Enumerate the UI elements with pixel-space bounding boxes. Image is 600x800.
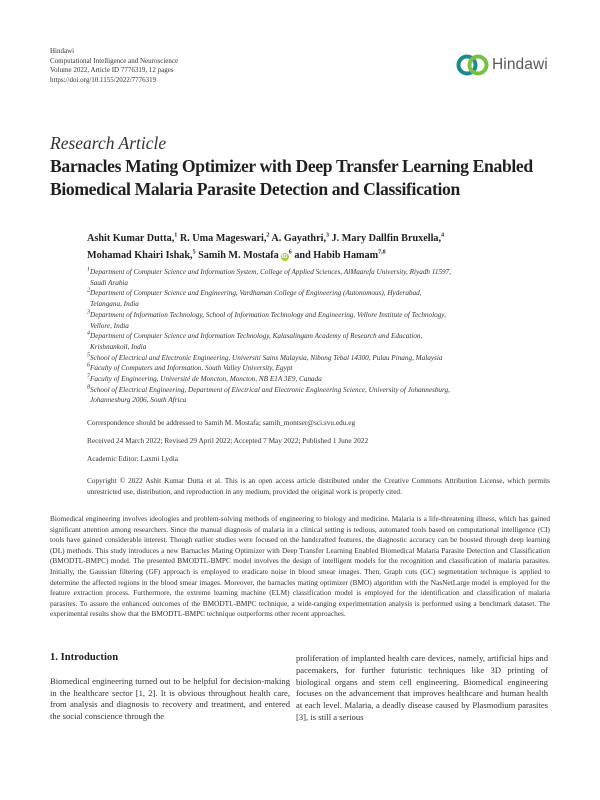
author-name: J. Mary Dallfin Bruxella, [331, 233, 442, 244]
author-affiliation-mark: 3 [326, 232, 329, 239]
affiliation-text-cont: Vellore, India [90, 321, 129, 330]
author-affiliation-mark: 4 [441, 232, 445, 239]
affiliation-text-cont: Saudi Arabia [90, 278, 129, 287]
affiliations [87, 267, 562, 406]
affiliation-text: School of Electrical Engineering, Department of Electrical and Electronic Engineering Science, University of Johannesburg, [90, 385, 450, 394]
title-line-2: Biomedical Malaria Parasite Detection and Classification [50, 179, 460, 199]
volume-info: Volume 2022, Article ID 7776319, 12 pages [50, 66, 174, 75]
author-name: Mohamad Khairi Ishak, [87, 250, 193, 261]
author-line-2 [87, 247, 557, 264]
body-column-right: proliferation of implanted health care devices, namely, artificial hips and pacemakers, for further futuristic techniques like 3D printing of biological organs and stem cell engineering. Biomedical engineering focuses on the advancement that improves healthcare and human health at each level. Malaria, a deadly disease caused by Plasmodium parasites [3], is still a serious [296, 653, 548, 722]
affiliation-text: Faculty of Engineering, Université de Moncton, Moncton, NB E1A 3E9, Canada [90, 375, 322, 384]
author-affiliation-mark: 7,8 [378, 249, 386, 256]
author-name: R. Uma Mageswari, [179, 233, 267, 244]
affiliation-text: Department of Information Technology, School of Information Technology and Engineering, Vellore Institute of Technology, [90, 310, 446, 319]
publisher-name: Hindawi [50, 47, 75, 55]
article-type: Research Article [50, 133, 167, 153]
affiliation-text-cont: Johannesburg 2006, South Africa [90, 396, 187, 405]
author-name: A. Gayathri, [271, 233, 326, 244]
copyright-notice: Copyright © 2022 Ashit Kumar Dutta et al. This is an open access article distributed under the Creative Commons Attribution License, which permits unrestricted use, distribution, and reproduction in any medium, provided the original work is properly cited. [87, 476, 550, 496]
affiliation-text: School of Electrical and Electronic Engineering, Universiti Sains Malaysia, Nibong Tebal 14300, Pulau Pinang, Malaysia [90, 353, 443, 362]
affiliation-number: 1 [87, 266, 90, 273]
author-line-1 [87, 230, 557, 247]
journal-name: Computational Intelligence and Neuroscience [50, 56, 179, 65]
affiliation-item [87, 374, 562, 385]
author-affiliation-mark: 2 [266, 232, 270, 239]
affiliation-item [87, 385, 562, 406]
paper-title [50, 155, 570, 201]
affiliation-number: 4 [87, 330, 90, 337]
affiliation-item [87, 288, 562, 309]
running-header [50, 47, 178, 85]
hindawi-logo-icon [456, 53, 490, 77]
affiliation-text: Department of Computer Science and Information Technology, Kalasalingam Academy of Research and Education, [90, 332, 423, 341]
author-list [87, 230, 557, 264]
affiliation-text: Department of Computer Science and Information System, College of Applied Sciences, AlMaarefa University, Riyadh 11597, [90, 268, 452, 276]
author-affiliation-mark: 5 [192, 249, 196, 256]
affiliation-item [87, 310, 562, 331]
affiliation-item [87, 353, 562, 364]
affiliation-number: 8 [87, 384, 90, 391]
orcid-icon[interactable]: iD [282, 254, 288, 260]
academic-editor: Academic Editor: Laxmi Lydia [87, 454, 178, 463]
author-name: Ashit Kumar Dutta, [87, 233, 175, 244]
section-heading: 1. Introduction [50, 652, 119, 663]
affiliation-item [87, 267, 562, 288]
logo-text: Hindawi [492, 56, 548, 73]
body-column-left [50, 652, 290, 723]
author-name: and Habib Hamam [294, 250, 379, 261]
hindawi-logo [456, 50, 556, 80]
author-affiliation-mark: 6 [288, 249, 292, 256]
affiliation-text: Faculty of Computers and Information, South Valley University, Egypt [90, 364, 293, 373]
affiliation-item [87, 363, 562, 374]
title-line-1: Barnacles Mating Optimizer with Deep Transfer Learning Enabled [50, 156, 533, 176]
affiliation-number: 3 [87, 309, 90, 316]
affiliation-number: 5 [87, 352, 90, 359]
article-dates: Received 24 March 2022; Revised 29 April 2022; Accepted 7 May 2022; Published 1 June 2022 [87, 436, 369, 445]
affiliation-number: 2 [87, 288, 90, 295]
affiliation-text-cont: Krishnankoil, India [90, 342, 147, 351]
affiliation-number: 7 [87, 373, 90, 380]
correspondence: Correspondence should be addressed to Samih M. Mostafa; samih_montser@sci.svu.edu.eg [87, 418, 356, 427]
author-name: Samih M. Mostafa [198, 250, 279, 261]
affiliation-number: 6 [87, 362, 90, 369]
affiliation-text: Department of Computer Science and Engineering, Vardhaman College of Engineering (Autonomous), Hyderabad, [90, 289, 422, 298]
author-affiliation-mark: 1 [174, 232, 178, 239]
affiliation-text-cont: Telangana, India [90, 300, 139, 309]
doi-link[interactable]: https://doi.org/10.1155/2022/7776319 [50, 75, 157, 84]
body-paragraph: Biomedical engineering turned out to be helpful for decision-making in the healthcare sector [1, 2]. It is obvious throughout health care, from analysis and diagnosis to recovery and treatment, and entered the social conscience through the [50, 675, 290, 722]
abstract: Biomedical engineering involves ideologies and problem-solving methods of engineering to biology and medicine. Malaria is a life-threatening illness, which has gained significant attention among researchers. Since the manual diagnosis of malaria in a clinical setting is tedious, automated tools based on computational intelligence (CI) tools have gained considerable interest. Though earlier studies were focused on the handcrafted features, the diagnostic accuracy can be boosted through deep learning (DL) methods. This study introduces a new Barnacles Mating Optimizer with Deep Transfer Learning Enabled Biomedical Malaria Parasite Detection and Classification (BMODTL-BMPC) model. The presented BMODTL-BMPC model involves the design of intelligent models for the recognition and classification of malaria parasites. Initially, the Gaussian filtering (GF) approach is employed to eradicate noise in blood smear images. Then, Graph cuts (GC) segmentation technique is applied to determine the affected regions in the blood smear images. Moreover, the barnacles mating optimizer (BMO) algorithm with the NasNetLarge model is employed for the feature extraction process. Furthermore, the extreme learning machine (ELM) classification model is employed for the identification and classification of malaria parasites. To assure the enhanced outcomes of the BMODTL-BMPC technique, a wide-ranging experimentation analysis is performed using a benchmark dataset. The experimental results show that the BMODTL-BMPC technique outperforms other recent approaches. [50, 514, 550, 619]
affiliation-item [87, 331, 562, 352]
